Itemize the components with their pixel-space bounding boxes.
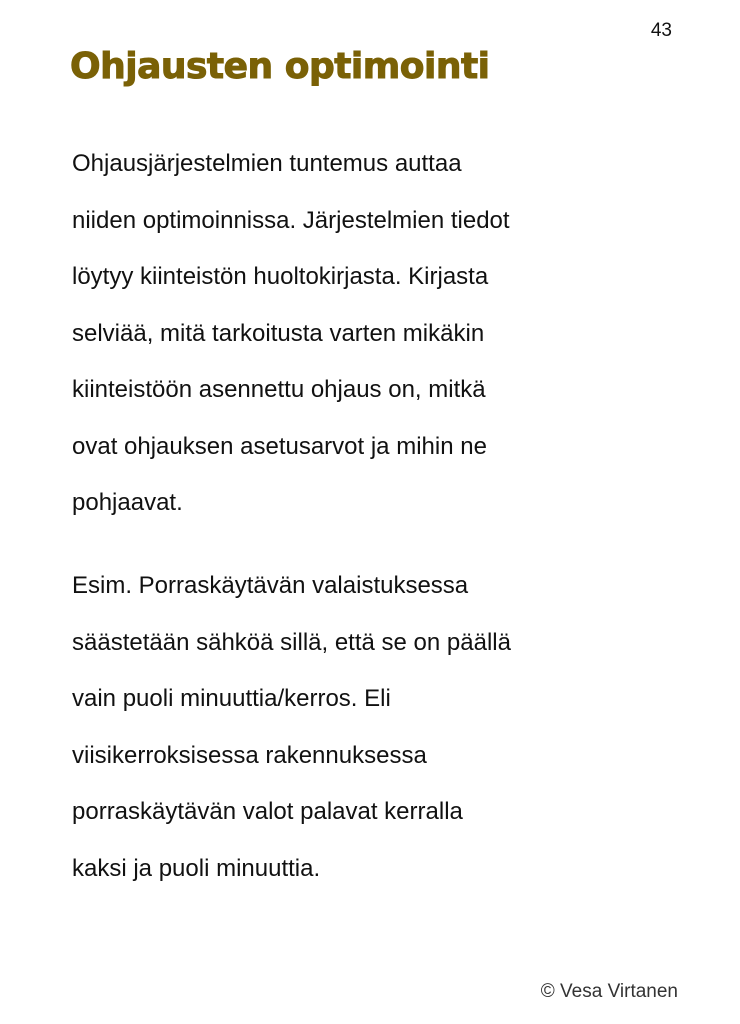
paragraph-line: säästetään sähköä sillä, että se on päällä [72,628,511,656]
paragraph-line: viisikerroksisessa rakennuksessa [72,741,427,769]
paragraph-1 [72,136,682,532]
paragraph-line: kiinteistöön asennettu ohjaus on, mitkä [72,376,486,403]
paragraph-2 [72,558,682,897]
page-number: 43 [650,20,672,41]
paragraph-line: Esim. Porraskäytävän valaistuksessa [72,572,469,599]
paragraph-line: niiden optimoinnissa. Järjestelmien tiedot [72,206,510,234]
paragraph-line: selviää, mitä tarkoitusta varten mikäkin [72,319,485,347]
paragraph-line: pohjaavat. [72,489,183,516]
paragraph-line: Ohjausjärjestelmien tuntemus auttaa [72,150,462,177]
paragraph-line: löytyy kiinteistön huoltokirjasta. Kirjasta [72,263,489,290]
paragraph-line: kaksi ja puoli minuuttia. [72,854,321,882]
paragraph-line: vain puoli minuuttia/kerros. Eli [72,685,391,712]
copyright-notice: © Vesa Virtanen [540,981,678,1002]
page-title: Ohjausten optimointi [70,46,490,87]
paragraph-line: porraskäytävän valot palavat kerralla [72,798,463,825]
paragraph-line: ovat ohjauksen asetusarvot ja mihin ne [72,432,487,460]
